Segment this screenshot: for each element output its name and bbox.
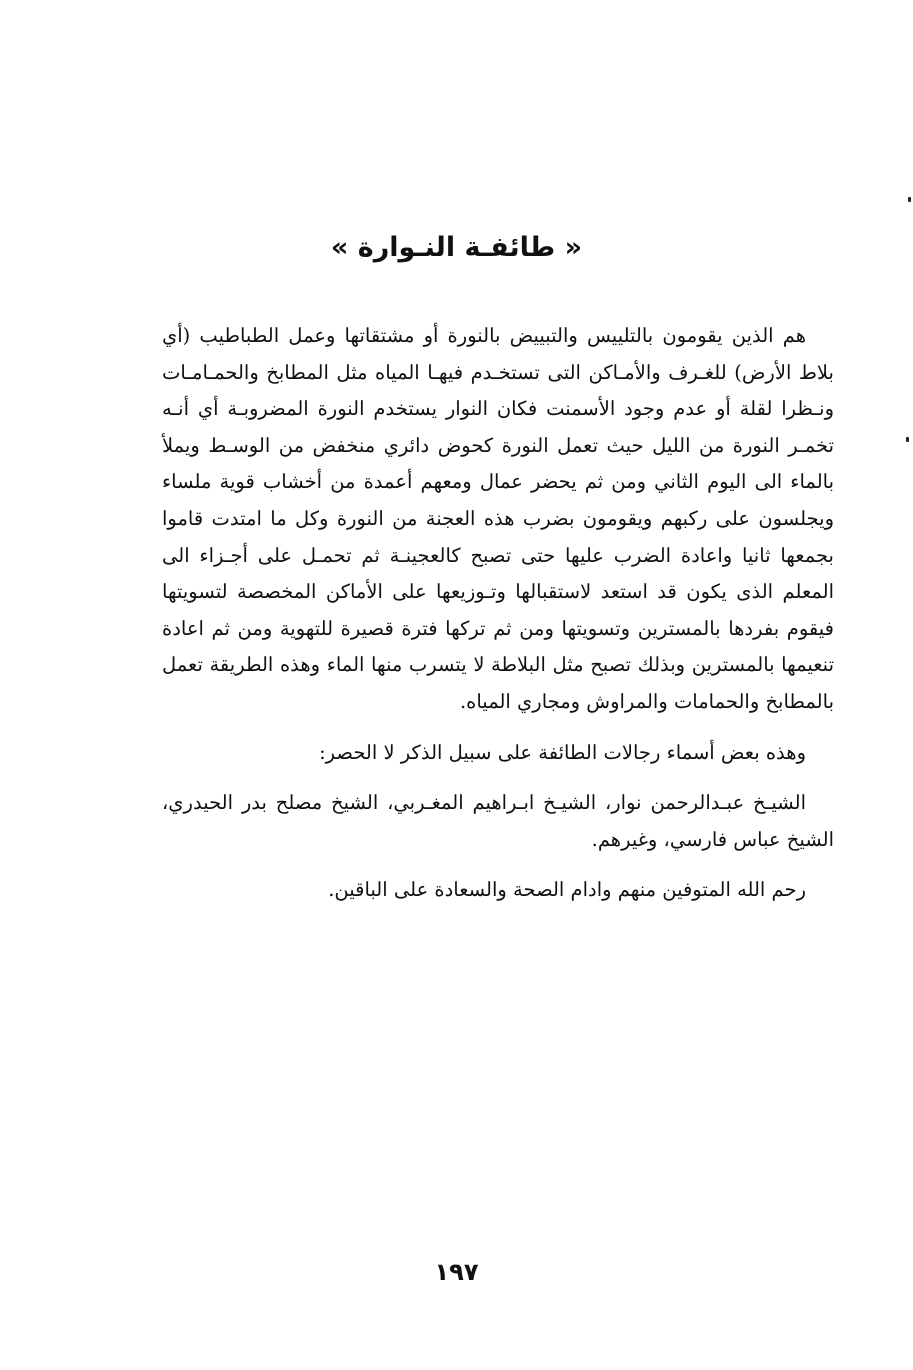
paragraph-names-intro: وهذه بعض أسماء رجالات الطائفة على سبيل الذكر لا الحصر: <box>319 740 806 764</box>
edge-speck <box>908 197 911 202</box>
page-number: ١٩٧ <box>434 1258 479 1286</box>
paragraph-closing: رحم الله المتوفين منهم وادام الصحة والسعادة على الباقين. <box>328 878 806 902</box>
paragraph-names-list: الشيـخ عبـدالرحمن نوار، الشيـخ ابـراهيم المغـربي، الشيخ مصلح بدر الحيدري، الشيخ عباس فارسي، وغيرهم. <box>162 791 834 851</box>
edge-speck <box>906 437 909 442</box>
paragraph-description: هم الذين يقومون بالتلييس والتبييض بالنورة أو مشتقاتها وعمل الطباطيب (أي بلاط الأرض) للغـرف والأمـاكن التى تستخـدم فيهـا المياه مثل المطابخ والحمـامـات ونـظرا لقلة أو عدم وجود الأسمنت فكان النوار يستخدم النورة المضروبـة أي أنـه تخمـر النورة من الليل حيث تعمل النورة كحوض دائري منخفض من الوسـط ويملأ بالماء الى اليوم الثاني ومن ثم يحضر عمال ومعهم أعمدة من أخشاب قوية ملساء ويجلسون على ركبهم ويقومون بضرب هذه العجنة من النورة وكل ما امتدت قاموا بجمعها ثانيا واعادة الضرب عليها حتى تصبح كالعجينـة ثم تحمـل على أجـزاء الى المعلم الذى يكون قد استعد لاستقبالها وتـوزيعها على الأماكن المخصصة لتسويتها فيقوم بفردها بالمسترين وتسويتها ومن ثم تركها فترة قصيرة للتهوية ومن ثم اعادة تنعيمها بالمسترين وبذلك تصبح مثل البلاطة لا يتسرب منها الماء وهذه الطريقة تعمل بالمطابخ والحمامات والمراوش ومجاري المياه. <box>162 324 834 713</box>
section-title: « طائفـة النـوارة » <box>330 232 583 263</box>
body-text <box>162 318 834 923</box>
